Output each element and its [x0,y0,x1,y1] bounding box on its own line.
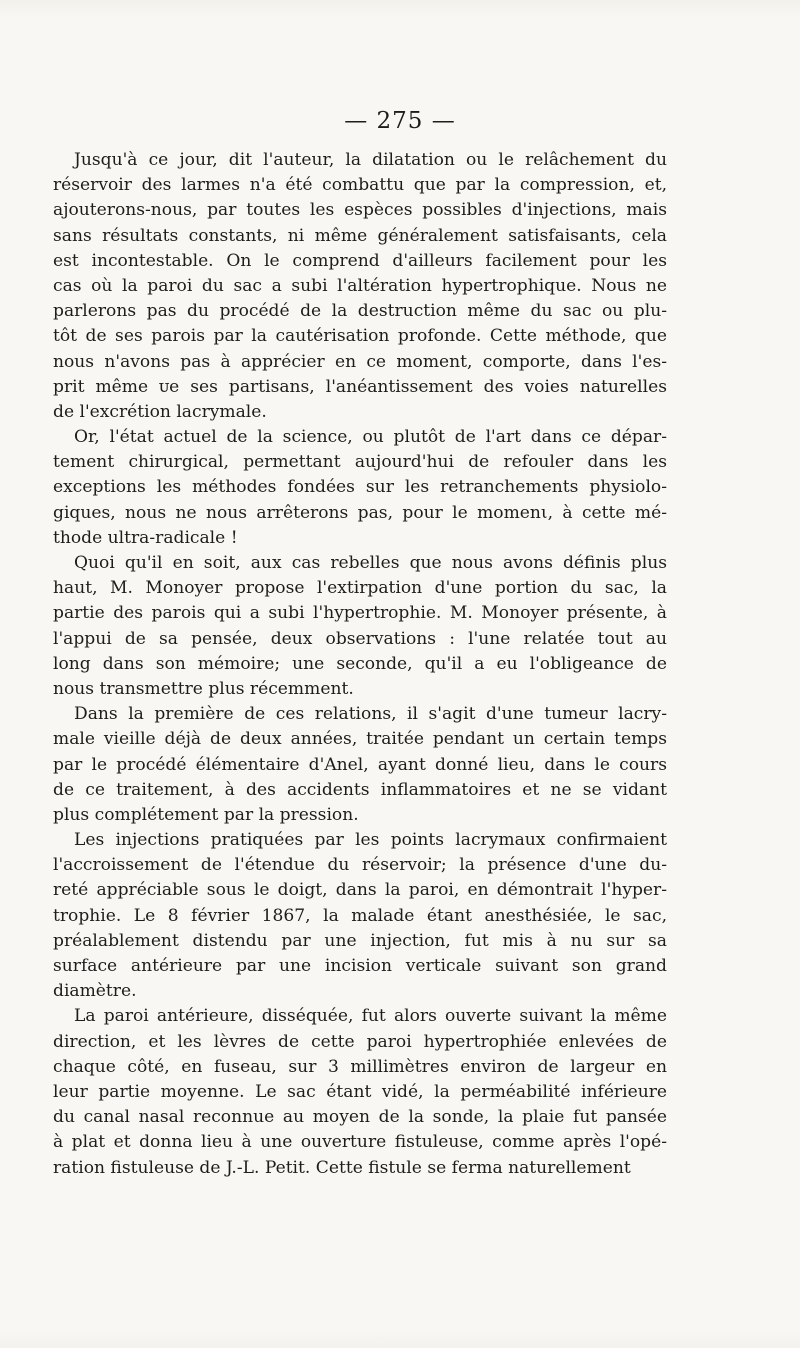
text-line: Quoi qu'il en soit, aux cas rebelles que nous avons définis plus [74,553,667,573]
text-line: reté appréciable sous le doigt, dans la paroi, en démontrait l'hyper- [53,880,667,901]
text-line: giques, nous ne nous arrêterons pas, pour le momenι, à cette mé- [53,502,667,523]
paragraph [53,828,667,1004]
text-line: trophie. Le 8 février 1867, la malade étant anesthésiée, le sac, [53,905,667,926]
text-line: nous transmettre plus récemment. [53,678,354,699]
text-line: préalablement distendu par une injection, fut mis à nu sur sa [53,930,667,951]
text-line: nous n'avons pas à apprécier en ce moment, comporte, dans l'es- [53,351,667,372]
body-text [53,148,667,1181]
paragraph [53,148,667,425]
paragraph [53,551,667,702]
text-line: à plat et donna lieu à une ouverture fistuleuse, comme après l'opé- [53,1132,667,1153]
text-line: exceptions les méthodes fondées sur les retranchements physiolo- [53,477,667,498]
text-line: prit même ᴜe ses partisans, l'anéantissement des voies naturelles [53,376,667,397]
text-line: réservoir des larmes n'a été combattu que par la compression, et, [53,175,667,196]
text-line: de ce traitement, à des accidents inflammatoires et ne se vidant [53,779,667,800]
text-line: l'accroissement de l'étendue du réservoir; la présence d'une du- [53,855,667,876]
text-line: de l'excrétion lacrymale. [53,401,267,422]
text-line: haut, M. Monoyer propose l'extirpation d'une portion du sac, la [53,578,667,599]
text-line: est incontestable. On le comprend d'ailleurs facilement pour les [53,250,667,271]
text-line: leur partie moyenne. Le sac étant vidé, la perméabilité inférieure [53,1081,667,1102]
paragraph [53,425,667,551]
text-line: La paroi antérieure, disséquée, fut alors ouverte suivant la même [74,1006,667,1027]
text-line: chaque côté, en fuseau, sur 3 millimètres environ de largeur en [53,1056,667,1077]
text-line: long dans son mémoire; une seconde, qu'il a eu l'obligeance de [53,653,667,674]
text-line: surface antérieure par une incision verticale suivant son grand [53,956,667,976]
text-line: par le procédé élémentaire d'Anel, ayant donné lieu, dans le cours [53,754,667,775]
text-line: diamètre. [53,981,137,1002]
text-line: du canal nasal reconnue au moyen de la sonde, la plaie fut pansée [53,1107,667,1128]
text-line: ajouterons-nous, par toutes les espèces possibles d'injections, mais [53,200,667,221]
text-line: Dans la première de ces relations, il s'agit d'une tumeur lacry- [74,704,667,725]
text-line: Jusqu'à ce jour, dit l'auteur, la dilatation ou le relâchement du [74,150,667,170]
paragraph [53,702,667,828]
text-line: plus complétement par la pression. [53,804,359,825]
page-number: — 275 — [344,108,456,134]
text-line: cas où la paroi du sac a subi l'altération hypertrophique. Nous ne [53,275,667,296]
text-line: tement chirurgical, permettant aujourd'hui de refouler dans les [53,452,667,473]
text-line: parlerons pas du procédé de la destruction même du sac ou plu- [53,301,667,322]
text-line: ration fistuleuse de J.-L. Petit. Cette fistule se ferma naturellement [53,1157,631,1178]
paragraph [53,1004,667,1180]
text-line: l'appui de sa pensée, deux observations : l'une relatée tout au [53,628,667,649]
text-line: Les injections pratiquées par les points lacrymaux confirmaient [74,830,667,851]
text-line: sans résultats constants, ni même généralement satisfaisants, cela [53,225,667,246]
text-line: male vieille déjà de deux années, traitée pendant un certain temps [53,729,667,750]
text-line: tôt de ses parois par la cautérisation profonde. Cette méthode, que [53,326,667,347]
text-line: partie des parois qui a subi l'hypertrophie. M. Monoyer présente, à [53,603,667,624]
text-line: Or, l'état actuel de la science, ou plutôt de l'art dans ce dépar- [74,427,667,448]
text-line: thode ultra-radicale ! [53,527,238,548]
text-line: direction, et les lèvres de cette paroi hypertrophiée enlevées de [53,1031,667,1052]
